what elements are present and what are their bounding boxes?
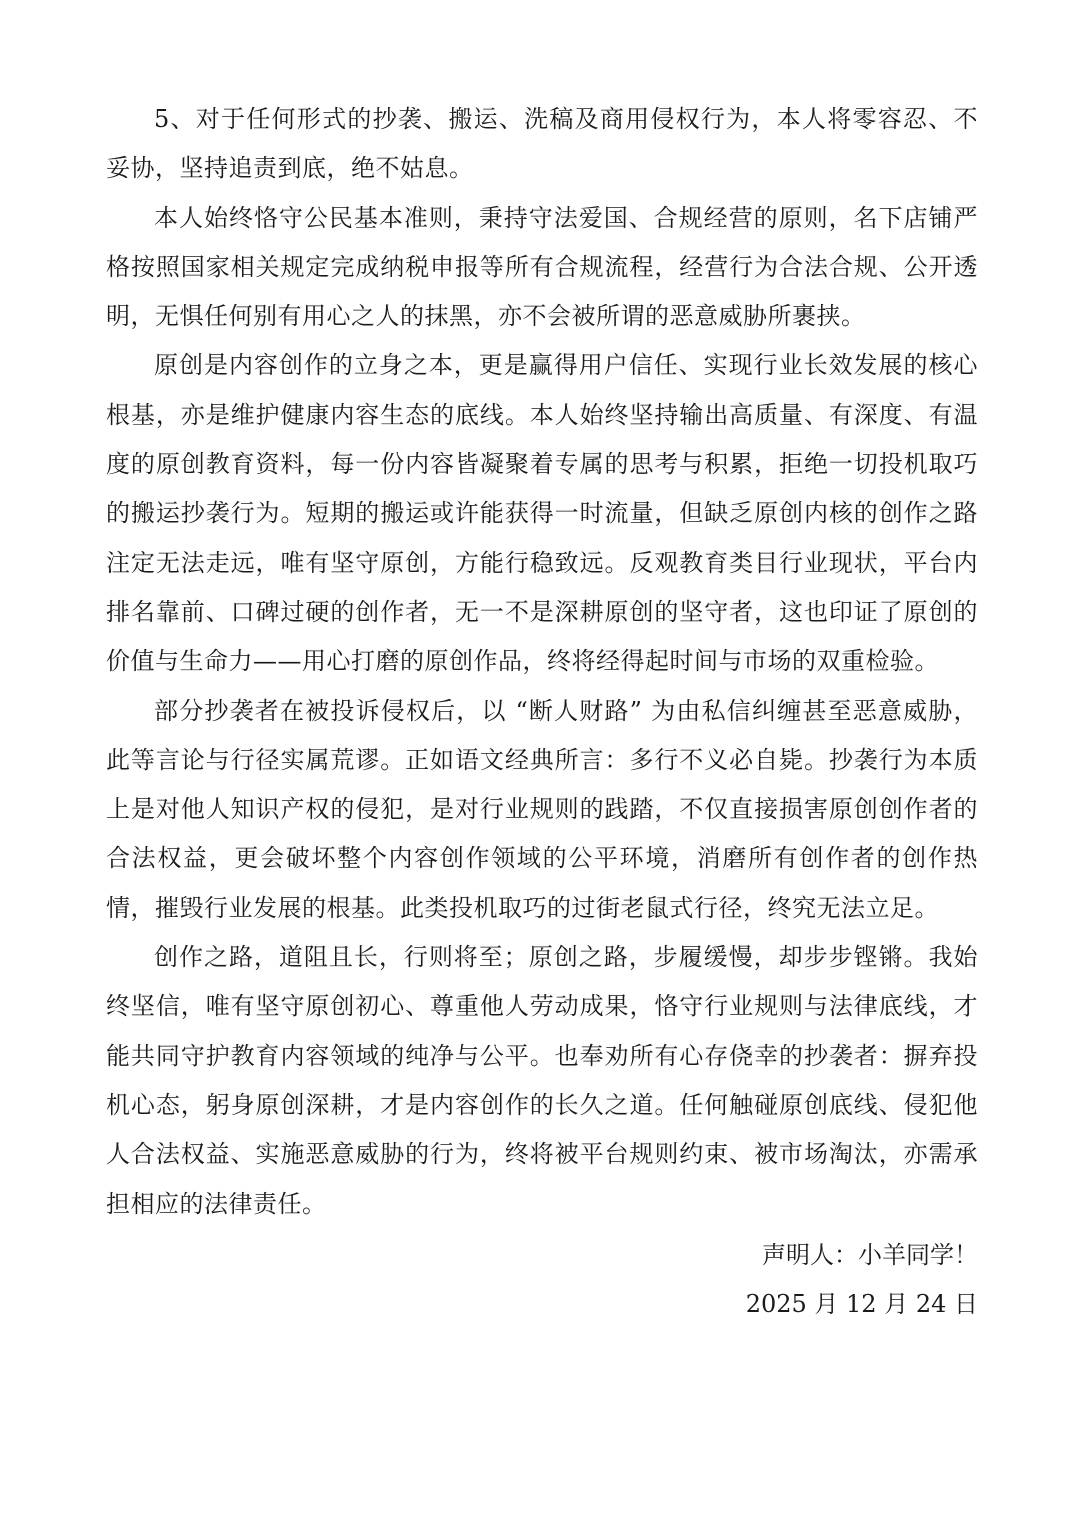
paragraph-plagiarism: 部分抄袭者在被投诉侵权后，以 “断人财路” 为由私信纠缠甚至恶意威胁，此等言论与行径实属荒谬。正如语文经典所言：多行不义必自毙。抄袭行为本质上是对他人知识产权的侵犯，是对行业规则的践踏，不仅直接损害原创创作者的合法权益，更会破坏整个内容创作领域的公平环境，消磨所有创作者的创作热情，摧毁行业发展的根基。此类投机取巧的过街老鼠式行径，终究无法立足。 — [106, 696, 978, 922]
paragraph-compliance: 本人始终恪守公民基本准则，秉持守法爱国、合规经营的原则，名下店铺严格按照国家相关规定完成纳税申报等所有合规流程，经营行为合法合规、公开透明，无惧任何别有用心之人的抹黑，亦不会被所谓的恶意威胁所裹挟。 — [106, 203, 978, 331]
paragraph-point-5: 5、对于任何形式的抄袭、搬运、洗稿及商用侵权行为，本人将零容忍、不妥协，坚持追责到底，绝不姑息。 — [106, 105, 978, 183]
document-page — [106, 95, 978, 1329]
signature: 声明人：小羊同学！ — [762, 1240, 978, 1269]
paragraph-conclusion: 创作之路，道阻且长，行则将至；原创之路，步履缓慢，却步步铿锵。我始终坚信，唯有坚守原创初心、尊重他人劳动成果，恪守行业规则与法律底线，才能共同守护教育内容领域的纯净与公平。也奉劝所有心存侥幸的抄袭者：摒弃投机心态，躬身原创深耕，才是内容创作的长久之道。任何触碰原创底线、侵犯他人合法权益、实施恶意威胁的行为，终将被平台规则约束、被市场淘汰，亦需承担相应的法律责任。 — [106, 943, 978, 1218]
paragraph-originality: 原创是内容创作的立身之本，更是赢得用户信任、实现行业长效发展的核心根基，亦是维护健康内容生态的底线。本人始终坚持输出高质量、有深度、有温度的原创教育资料，每一份内容皆凝聚着专属的思考与积累，拒绝一切投机取巧的搬运抄袭行为。短期的搬运或许能获得一时流量，但缺乏原创内核的创作之路注定无法走远，唯有坚守原创，方能行稳致远。反观教育类目行业现状，平台内排名靠前、口碑过硬的创作者，无一不是深耕原创的坚守者，这也印证了原创的价值与生命力——用心打磨的原创作品，终将经得起时间与市场的双重检验。 — [106, 351, 978, 676]
signature-date: 2025 月 12 月 24 日 — [745, 1290, 978, 1319]
